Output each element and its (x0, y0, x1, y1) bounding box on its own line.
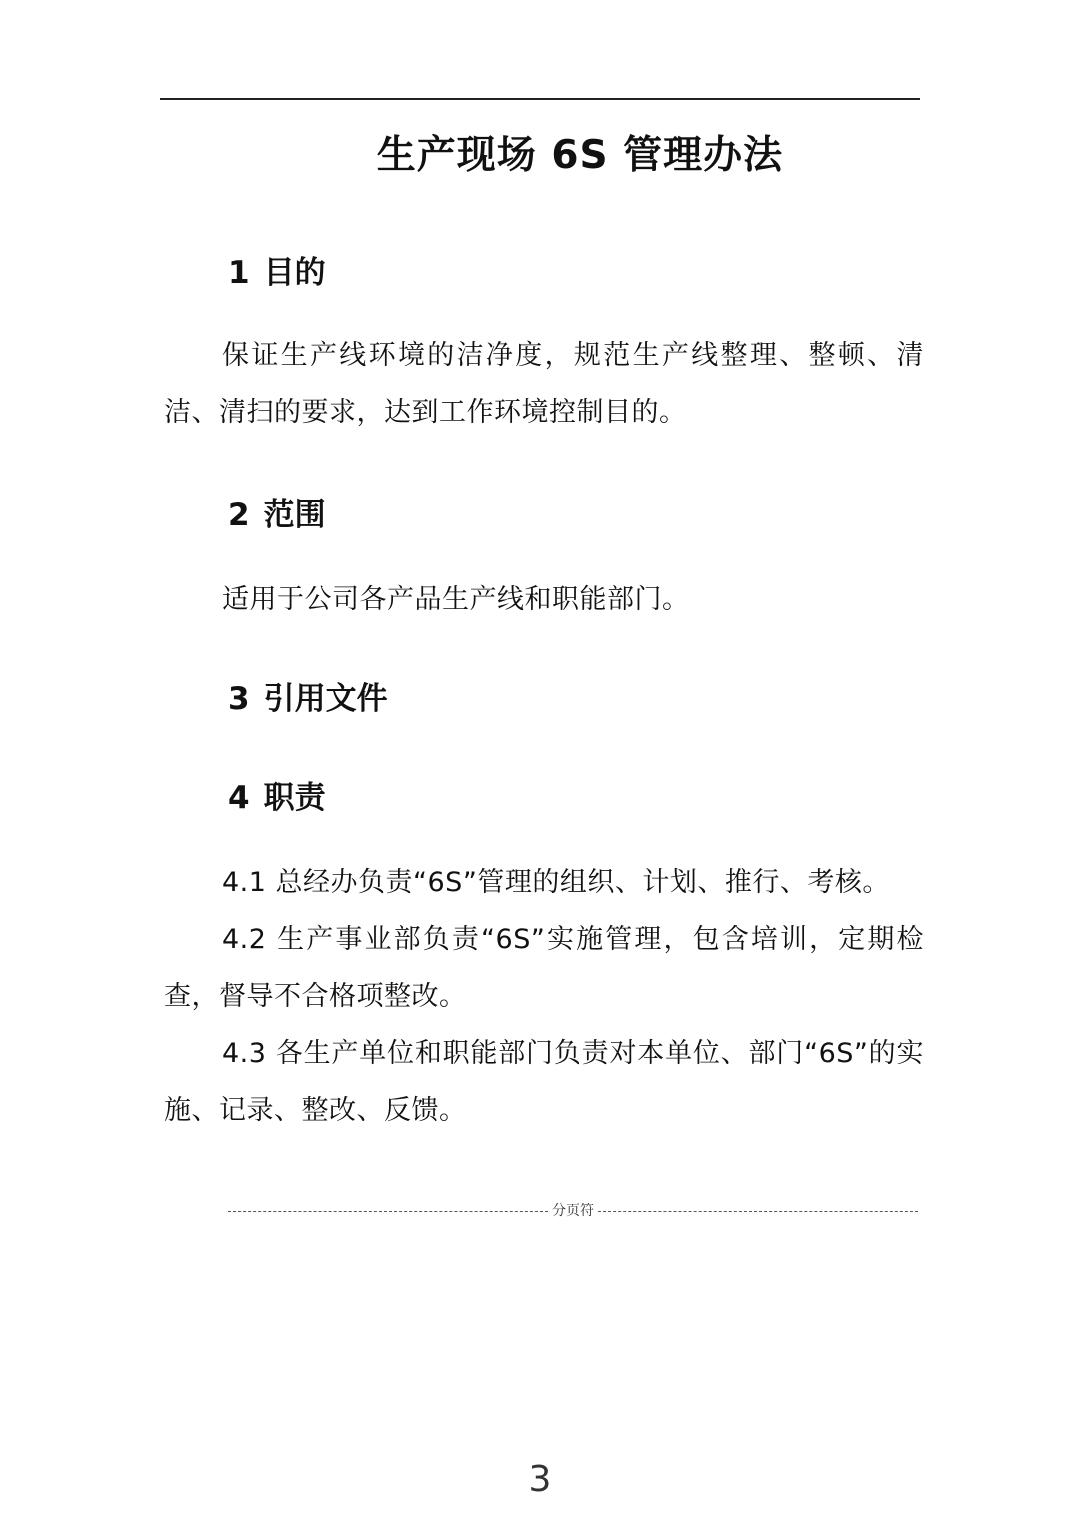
section-title: 职责 (263, 780, 326, 816)
section-heading-3 (228, 677, 388, 721)
section-heading-2 (228, 493, 326, 537)
section-number: 2 (228, 497, 250, 533)
paragraph-duty-4-1: 4.1 总经办负责“6S”管理的组织、计划、推行、考核。 (222, 867, 890, 898)
page-break-dash-left (228, 1211, 548, 1212)
paragraph-duty-4-2: 4.2 生产事业部负责“6S”实施管理，包含培训，定期检查，督导不合格项整改。 (164, 924, 924, 1012)
page-break-label: 分页符 (552, 1203, 594, 1219)
header-rule (160, 98, 920, 100)
page-number: 3 (528, 1459, 552, 1500)
section-title: 目的 (263, 255, 326, 291)
section-heading-1 (228, 251, 326, 295)
document-title: 生产现场 6S 管理办法 (376, 133, 784, 178)
paragraph-scope: 适用于公司各产品生产线和职能部门。 (222, 584, 690, 615)
section-title: 引用文件 (263, 681, 388, 717)
paragraph-duty-4-3: 4.3 各生产单位和职能部门负责对本单位、部门“6S”的实施、记录、整改、反馈。 (164, 1038, 924, 1126)
section-heading-4 (228, 776, 326, 820)
paragraph-purpose: 保证生产线环境的洁净度，规范生产线整理、整顿、清洁、清扫的要求，达到工作环境控制目的。 (164, 340, 924, 428)
section-number: 4 (228, 780, 250, 816)
section-title: 范围 (263, 497, 326, 533)
section-number: 1 (228, 255, 250, 291)
page-break-marker (228, 1200, 918, 1222)
page-break-dash-right (598, 1211, 918, 1212)
section-number: 3 (228, 681, 250, 717)
